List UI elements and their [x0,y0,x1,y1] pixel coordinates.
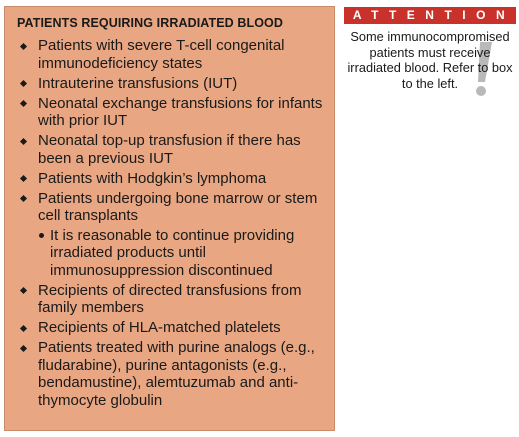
list-item: Patients with Hodgkin’s lymphoma [17,170,326,188]
list-item: Recipients of directed transfusions from family members [17,282,326,317]
irradiated-blood-box [4,6,335,431]
patient-list [17,37,326,409]
list-item: Patients with severe T-cell congenital immunodeficiency states [17,37,326,72]
list-item: Intrauterine transfusions (IUT) [17,75,326,93]
list-item: Neonatal top-up transfusion if there has been a previous IUT [17,132,326,167]
list-item-with-sublist [17,190,326,280]
sub-list-item: It is reasonable to continue providing irradiated products until immunosuppression discontinued [38,227,326,280]
sub-list [38,227,326,280]
list-item: Recipients of HLA-matched platelets [17,319,326,337]
list-item: Neonatal exchange transfusions for infants with prior IUT [17,95,326,130]
attention-header: ATTENTION [344,7,516,24]
list-item: Patients treated with purine analogs (e.g., fludarabine), purine antagonists (e.g., bendamustine), alemtuzumab and anti-thymocyte globulin [17,339,326,409]
box-title: PATIENTS REQUIRING IRRADIATED BLOOD [17,16,283,30]
attention-note: Some immunocompromised patients must receive irradiated blood. Refer to box to the left. [347,29,513,91]
list-item-text: Patients undergoing bone marrow or stem cell transplants [38,189,318,224]
